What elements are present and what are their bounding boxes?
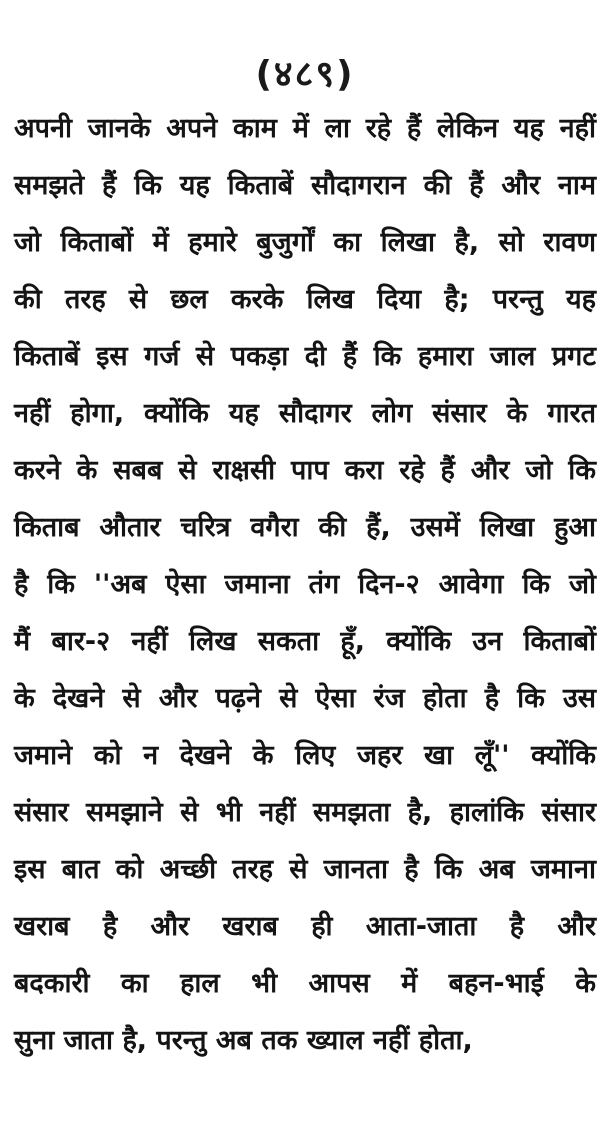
- text-line: की तरह से छल करके लिख दिया है; परन्तु यह: [14, 284, 596, 315]
- text-line: इस बात को अच्छी तरह से जानता है कि अब जमाना: [14, 854, 596, 885]
- text-line: अपनी जानके अपने काम में ला रहे हैं लेकिन यह नहीं: [14, 113, 596, 144]
- text-line: समझते हैं कि यह किताबें सौदागरान की हैं और नाम: [14, 170, 596, 201]
- text-line: है कि ''अब ऐसा जमाना तंग दिन-२ आवेगा कि जो: [14, 569, 596, 600]
- text-line: नहीं होगा, क्योंकि यह सौदागर लोग संसार के गारत: [14, 398, 596, 429]
- text-line: संसार समझाने से भी नहीं समझता है, हालांकि संसार: [14, 797, 596, 828]
- text-line: किताब औतार चरित्र वगैरा की हैं, उसमें लिखा हुआ: [14, 512, 596, 543]
- text-line: किताबें इस गर्ज से पकड़ा दी हैं कि हमारा जाल प्रगट: [14, 341, 596, 372]
- text-line: जमाने को न देखने के लिए जहर खा लूँ'' क्योंकि: [14, 740, 596, 771]
- page-number: (४८९): [255, 54, 355, 95]
- text-line: करने के सबब से राक्षसी पाप करा रहे हैं और जो कि: [14, 455, 596, 486]
- text-line: बदकारी का हाल भी आपस में बहन-भाई के: [14, 968, 596, 999]
- text-line: सुना जाता है, परन्तु अब तक ख्याल नहीं होता,: [14, 1025, 473, 1056]
- text-line: के देखने से और पढ़ने से ऐसा रंज होता है कि उस: [14, 683, 596, 714]
- text-line: जो किताबों में हमारे बुजुर्गों का लिखा है, सो रावण: [14, 227, 596, 258]
- text-line: खराब है और खराब ही आता-जाता है और: [14, 911, 596, 942]
- text-line: मैं बार-२ नहीं लिख सकता हूँ, क्योंकि उन किताबों: [14, 626, 596, 657]
- body-text: [14, 100, 596, 1069]
